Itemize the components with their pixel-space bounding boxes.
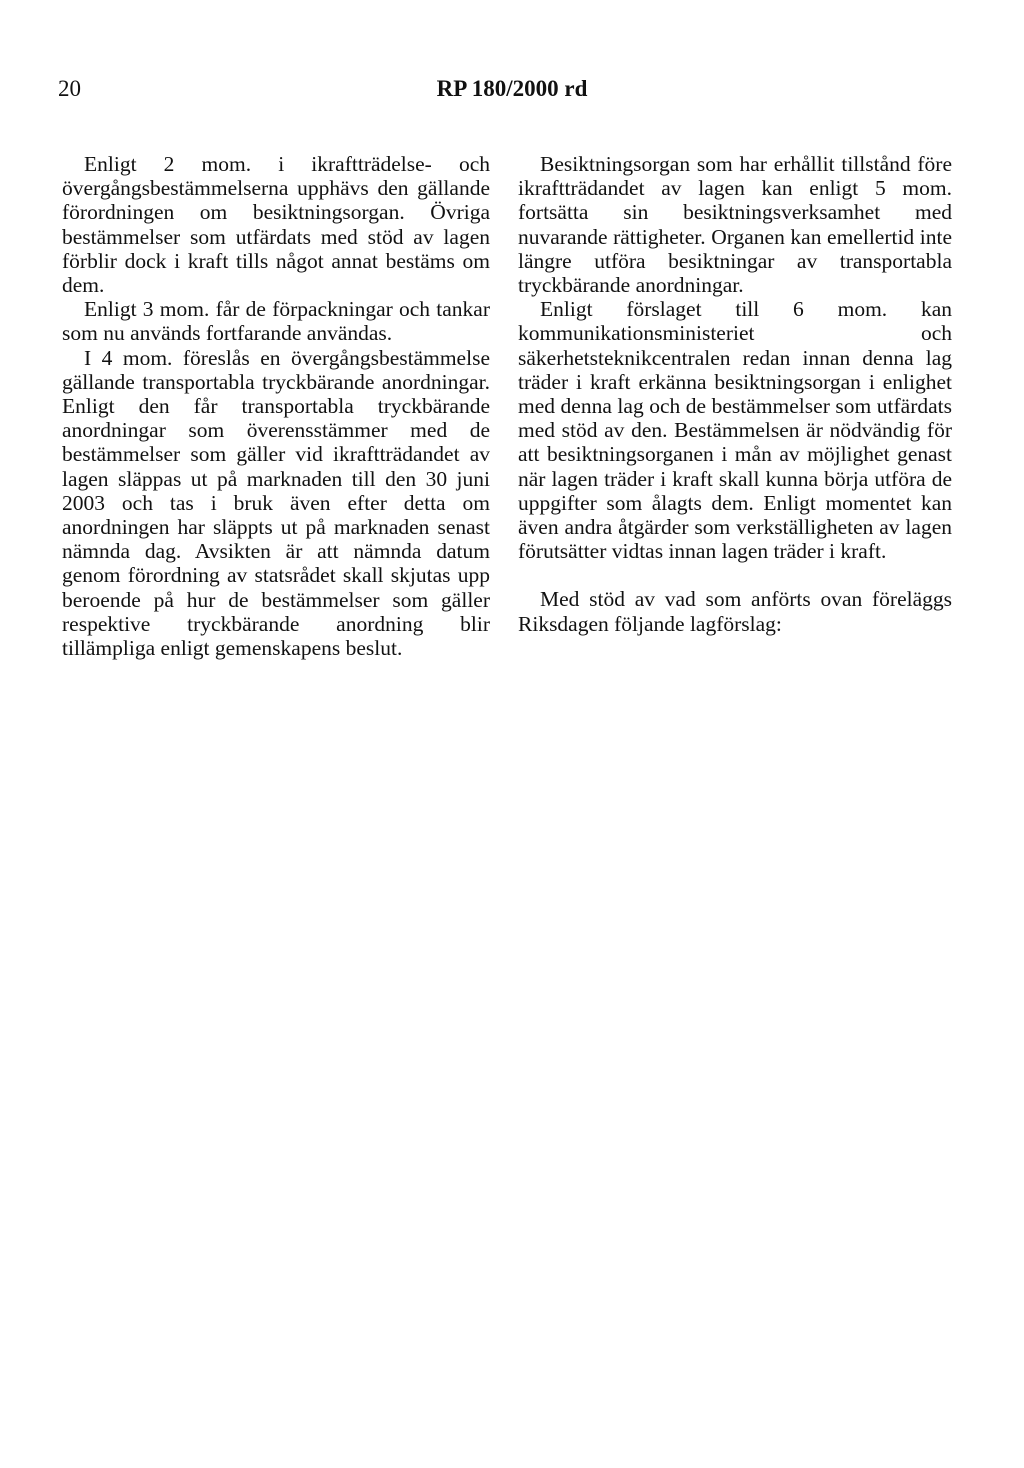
paragraph: Enligt 3 mom. får de förpackningar och tankar som nu används fortfarande användas. (62, 297, 490, 346)
left-column (62, 152, 490, 660)
running-header: RP 180/2000 rd (436, 76, 588, 101)
paragraph: Besiktningsorgan som har erhållit tillstånd före ikraftträdandet av lagen kan enligt 5 mom. fortsätta sin besiktningsverksamhet med nuvarande rättigheter. Organen kan emellertid inte längre utföra besiktningar av transportabla tryckbärande anordningar. (518, 152, 952, 298)
paragraph: Enligt förslaget till 6 mom. kan kommunikationsministeriet och säkerhetsteknikcentralen redan innan denna lag träder i kraft erkänna besiktningsorgan i enlighet med denna lag och de bestämmelser som utfärdats med stöd av den. Bestämmelsen är nödvändig för att besiktningsorganen i mån av möjlighet genast när lagen träder i kraft skall kunna börja utföra de uppgifter som ålagts dem. Enligt momentet kan även andra åtgärder som verkställigheten av lagen förutsätter vidtas innan lagen träder i kraft. (518, 297, 952, 564)
right-column (518, 152, 952, 636)
paragraph: I 4 mom. föreslås en övergångsbestämmelse gällande transportabla tryckbärande anordningar. Enligt den får transportabla tryckbärande anordningar som överensstämmer med de bestämmelser som gäller vid ikraftträdandet av lagen släppas ut på marknaden till den 30 juni 2003 och tas i bruk även efter detta om anordningen har släppts ut på marknaden senast nämnda dag. Avsikten är att nämnda datum genom förordning av statsrådet skall skjutas upp beroende på hur de bestämmelser som gäller respektive tryckbärande anordning blir tillämpliga enligt gemenskapens beslut. (62, 345, 490, 661)
paragraph: Enligt 2 mom. i ikraftträdelse- och övergångsbestämmelserna upphävs den gällande förordningen om besiktningsorgan. Övriga bestämmelser som utfärdats med stöd av lagen förblir dock i kraft tills något annat bestäms om dem. (62, 152, 490, 298)
page-number: 20 (58, 76, 81, 101)
closing-paragraph: Med stöd av vad som anförts ovan föreläggs Riksdagen följande lagförslag: (518, 587, 952, 636)
